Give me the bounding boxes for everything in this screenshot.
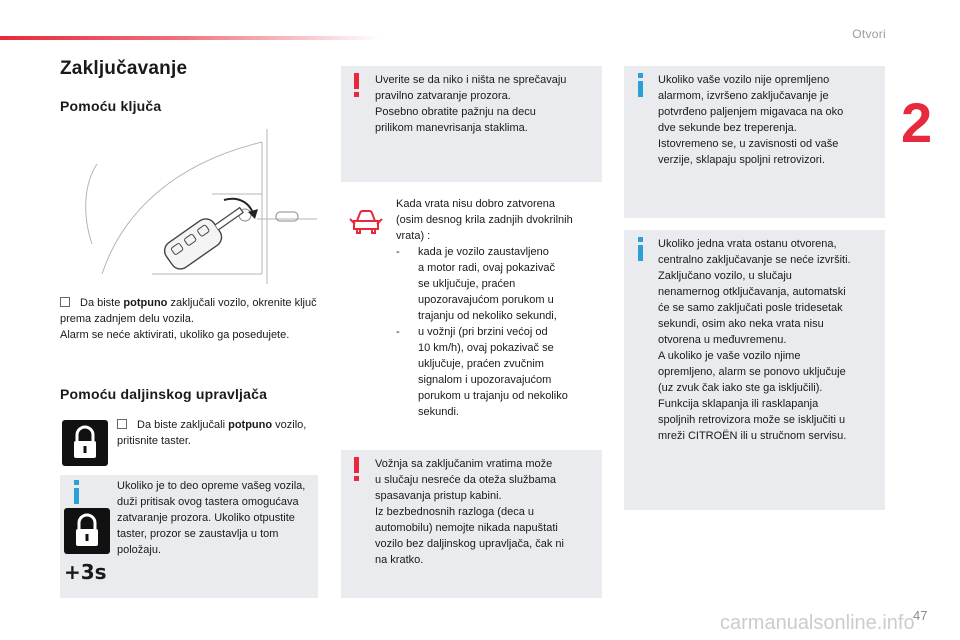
- padlock-icon: [64, 508, 110, 554]
- info-remote-text: Ukoliko je to deo opreme vašeg vozila, duži pritisak ovog tastera omogućava zatvaranje prozora. Ukoliko otpustite taster, prozor se zaustavlja u tom položaju.: [117, 480, 306, 556]
- info-icon: [630, 72, 650, 98]
- door-not-closed-note: Kada vrata nisu dobro zatvorena (osim desnog krila zadnjih dvokrilnih vrata) : - kada je vozilo zaustavljeno a motor radi, ovaj pokazivač se uključuje, praćen upozoravajućom porukom u trajanju od nekoliko sekundi, - u vožnji (pri brzini većoj od 10 km/h), ovaj pokazivač se uključuje, praćen zvučnim signalom i upozoravajućom porukom u trajanju od nekoliko sekundi.: [396, 196, 601, 420]
- remote-lock-button: [62, 420, 108, 466]
- info-no-alarm-text: Ukoliko vaše vozilo nije opremljeno alarmom, izvršeno zaključavanje je potvrđeno paljenjem migavaca na oko dve sekunde bez treperenja. Istovremeno se, u zavisnosti od vaše verzije, sklapaju spoljni retrovizori.: [658, 74, 844, 166]
- page-title: Zaključavanje: [60, 58, 188, 79]
- info-icon: [630, 236, 650, 262]
- remote-instruction: Da biste zaključali potpuno vozilo, pritisnite taster.: [117, 419, 307, 447]
- plus-3-seconds-label: +3s: [64, 560, 107, 584]
- alarm-note: Alarm se neće aktivirati, ukoliko ga posedujete.: [60, 329, 290, 341]
- warning-windows-text: Uverite se da niko i ništa ne sprečavaju pravilno zatvaranje prozora. Posebno obratite pažnju na decu prilikom manevrisanja staklima.: [375, 74, 567, 134]
- info-icon: [66, 479, 86, 505]
- warning-driving-text: Vožnja sa zaključanim vratima može u slučaju nesreće da oteža službama spasavanja pristup kabini. Iz bezbednosnih razloga (deca u automobilu) nemojte nikada napuštati vozilo bez daljinskog upravljača, čak ni na kratko.: [375, 458, 564, 566]
- list-item: - u vožnji (pri brzini većoj od 10 km/h), ovaj pokazivač se uključuje, praćen zvučnim signalom i upozoravajućom porukom u trajanju od nekoliko sekundi.: [396, 324, 601, 420]
- remote-lock-button-long-press: [64, 508, 110, 554]
- warning-exclamation-icon: [350, 456, 364, 482]
- subheading-remote: Pomoću daljinskog upravljača: [60, 386, 268, 402]
- header-accent-bar: [0, 36, 380, 40]
- key-locking-illustration: [62, 124, 320, 290]
- bullet-arrow-icon: [117, 419, 127, 429]
- list-item: - kada je vozilo zaustavljeno a motor radi, ovaj pokazivač se uključuje, praćen upozoravajućom porukom u trajanju od nekoliko sekundi,: [396, 244, 601, 324]
- watermark: carmanualsonline.info: [720, 612, 915, 634]
- warning-exclamation-icon: [350, 72, 364, 98]
- subheading-key: Pomoću ključa: [60, 98, 162, 114]
- key-instruction: Da biste potpuno zaključali vozilo, okrenite ključ prema zadnjem delu vozila. Alarm se neće aktivirati, ukoliko ga posedujete.: [60, 297, 317, 341]
- bullet-arrow-icon: [60, 297, 70, 307]
- chapter-number: 2: [901, 91, 933, 154]
- page-number: 47: [913, 608, 928, 623]
- section-title: Otvori: [852, 27, 886, 41]
- door-open-warning-icon: [346, 205, 384, 239]
- padlock-icon: [62, 420, 108, 466]
- info-door-open-text: Ukoliko jedna vrata ostanu otvorena, centralno zaključavanje se neće izvršiti. Zaključano vozilo, u slučaju nenamernog otključavanja, automatski će se samo zaključati posle tridesetak sekundi, osim ako neka vrata nisu otvorena u međuvremenu. A ukoliko je vaše vozilo njime opremljeno, alarm se ponovo uključuje (uz zvuk čak iako ste ga isključili). Funkcija sklapanja ili rasklapanja spoljnih retrovizora može se isključiti u mreži CITROËN ili u stručnom servisu.: [658, 238, 851, 442]
